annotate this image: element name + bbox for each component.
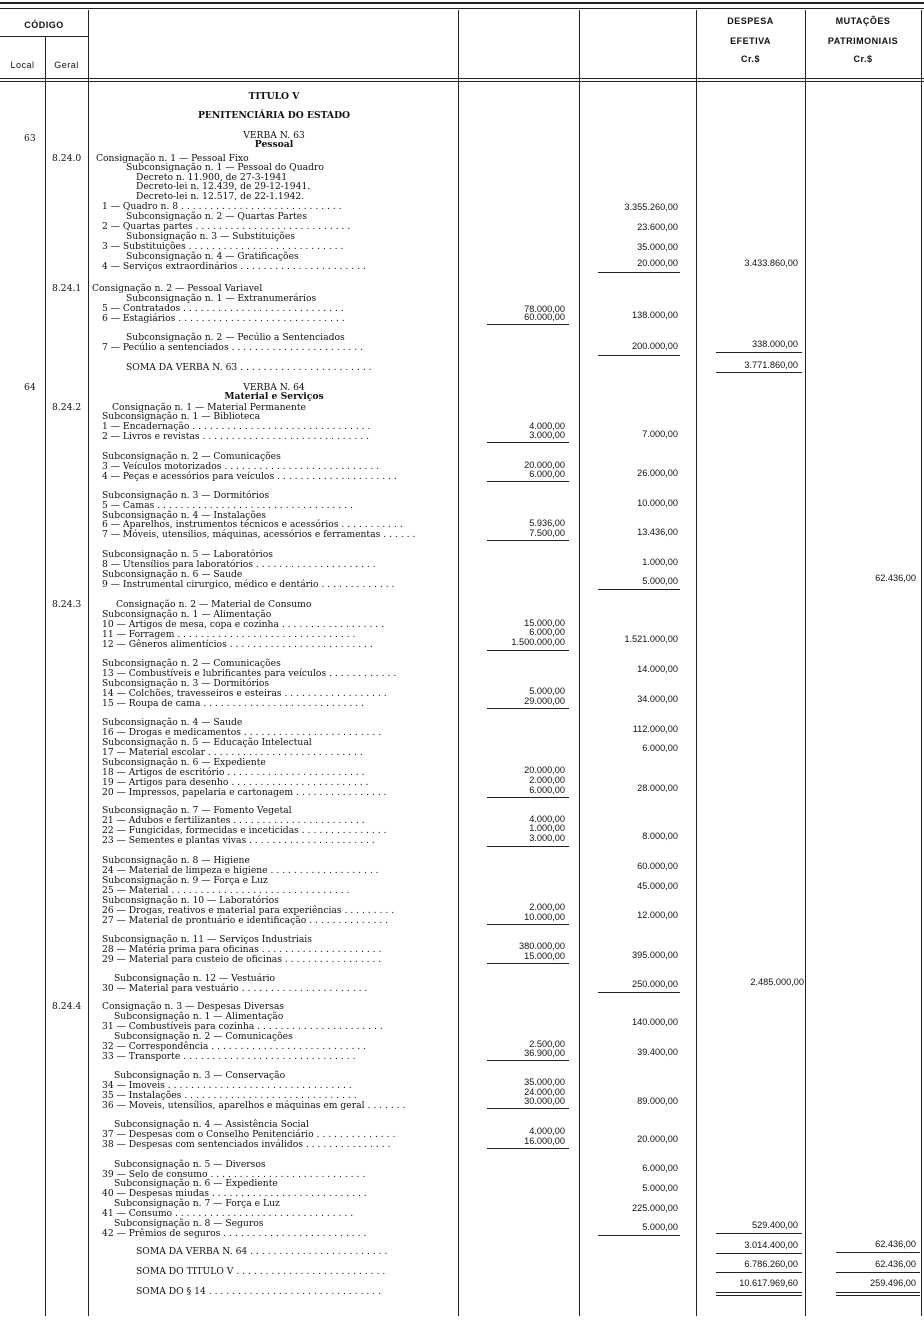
value-cons: 34.000,00 — [637, 694, 678, 704]
line-text: Subconsignação n. 10 — Laboratórios — [102, 895, 279, 906]
value-cons: 225.000,00 — [632, 1203, 678, 1213]
code-geral: 8.24.3 — [52, 599, 82, 610]
line-text: 18 — Artigos de escritório . . . . . . . . . . . . . . . . . . . . . . . . — [102, 767, 365, 778]
header-bottom-rule-2 — [0, 81, 924, 82]
value-sub: 16.000,00 — [524, 1136, 565, 1146]
line-text: Subconsignação n. 6 — Expediente — [114, 1178, 278, 1189]
total-rule — [836, 1292, 920, 1293]
value-cons: 20.000,00 — [637, 1134, 678, 1144]
value-cons: 23.600,00 — [637, 222, 678, 232]
value-cons: 200.000,00 — [632, 341, 678, 351]
value-despesa: 6.786.260,00 — [744, 1259, 798, 1269]
subtotal-rule — [716, 352, 802, 353]
value-cons: 13.436,00 — [637, 527, 678, 537]
line-text: 34 — Imoveis . . . . . . . . . . . . . . . . . . . . . . . . . . . . . . . . — [102, 1080, 352, 1091]
line-text: Subconsignação n. 2 — Comunicações — [102, 658, 281, 669]
line-text: Subconsignação n. 1 — Extranumerários — [126, 293, 317, 304]
value-sub: 15.000,00 — [524, 951, 565, 961]
value-sub: 2.000,00 — [529, 902, 565, 912]
line-text: Consignação n. 2 — Material de Consumo — [116, 599, 312, 610]
local-heading: Local — [10, 60, 35, 70]
col-divider-geral — [88, 10, 89, 1316]
line-text: Subconsignação n. 4 — Instalações — [102, 510, 266, 521]
value-cons: 138.000,00 — [632, 310, 678, 320]
code-local: 63 — [24, 133, 36, 144]
value-cons: 3.355.260,00 — [624, 202, 678, 212]
line-text: 25 — Material . . . . . . . . . . . . . . . . . . . . . . . . . . . . . . . — [102, 885, 350, 896]
line-text: 5 — Camas . . . . . . . . . . . . . . . . . . . . . . . . . . . . . . . . . . — [102, 500, 353, 511]
line-text: Subconsignação n. 9 — Força e Luz — [102, 875, 268, 886]
line-text: Subconsignação n. 5 — Diversos — [114, 1159, 266, 1170]
value-despesa: 338.000,00 — [752, 339, 798, 349]
mutacoes-heading-1: MUTAÇÕES — [835, 16, 891, 26]
line-text: 35 — Instalações . . . . . . . . . . . . . . . . . . . . . . . . . . . . . . — [102, 1090, 357, 1101]
verba-subheading: Pessoal — [254, 139, 294, 150]
subtotal-rule — [598, 1235, 680, 1236]
line-text: 3 — Substituições . . . . . . . . . . . . . . . . . . . . . . . . . . . — [102, 241, 344, 252]
line-text: Subconsignação n. 2 — Quartas Partes — [126, 211, 307, 222]
value-mutacoes: 62.436,00 — [875, 1239, 916, 1249]
line-text: 15 — Roupa de cama . . . . . . . . . . . . . . . . . . . . . . . . . . . . — [102, 698, 364, 709]
value-sub: 15.000,00 — [524, 618, 565, 628]
total-rule — [716, 372, 802, 373]
col-divider-cons — [696, 10, 697, 1316]
value-cons: 6.000,00 — [642, 743, 678, 753]
codigo-heading: CÓDIGO — [24, 20, 64, 30]
value-sub: 6.000,00 — [529, 469, 565, 479]
value-cons: 1.521.000,00 — [624, 634, 678, 644]
value-cons: 14.000,00 — [637, 664, 678, 674]
line-text: 13 — Combustíveis e lubrificantes para veículos . . . . . . . . . . . . — [102, 668, 397, 679]
subtotal-rule — [487, 1108, 569, 1109]
value-cons: 89.000,00 — [637, 1096, 678, 1106]
line-text: 22 — Fungicidas, formecidas e inceticidas . . . . . . . . . . . . . . . — [102, 825, 387, 836]
value-sub: 5.000,00 — [529, 686, 565, 696]
total-rule — [716, 1292, 802, 1293]
subtotal-rule — [487, 846, 569, 847]
line-text: Subonsignação n. 3 — Substituições — [126, 231, 295, 242]
code-geral: 8.24.4 — [52, 1001, 82, 1012]
line-text: Subconsignação n. 11 — Serviços Industriais — [102, 934, 312, 945]
value-mutacoes: 62.436,00 — [875, 573, 916, 583]
value-cons: 60.000,00 — [637, 861, 678, 871]
soma-label: SOMA DO TITULO V . . . . . . . . . . . . . . . . . . . . . . . . . . — [136, 1266, 386, 1277]
value-sub: 29.000,00 — [524, 696, 565, 706]
verba-heading: VERBA N. 64 — [243, 382, 305, 393]
total-rule — [836, 1252, 920, 1253]
geral-heading: Geral — [54, 60, 79, 70]
subtotal-rule — [487, 1148, 569, 1149]
mutacoes-heading-2: PATRIMONIAIS — [827, 36, 899, 46]
value-sub: 60.000,00 — [524, 312, 565, 322]
col-divider-local — [45, 36, 46, 1316]
code-geral: 8.24.1 — [52, 283, 82, 294]
header-bottom-rule — [0, 78, 924, 79]
line-text: 26 — Drogas, reativos e material para experiências . . . . . . . . . — [102, 905, 395, 916]
subtotal-rule — [487, 540, 569, 541]
col-divider-sub — [579, 10, 580, 1316]
line-text: Subconsignação n. 7 — Fomento Vegetal — [102, 805, 292, 816]
line-text: Decreto-lei n. 12.439, de 29-12-1941. — [136, 181, 311, 192]
line-text: 42 — Prêmios de seguros . . . . . . . . . . . . . . . . . . . . . . . . . — [102, 1228, 367, 1239]
value-sub: 4.000,00 — [529, 814, 565, 824]
line-text: Subconsignação n. 2 — Comunicações — [102, 451, 281, 462]
line-text: 24 — Material de limpeza e higiene . . . . . . . . . . . . . . . . . . . — [102, 865, 379, 876]
subtotal-rule — [487, 650, 569, 651]
subtotal-rule — [487, 442, 569, 443]
line-text: Subconsignação n. 4 — Assistência Social — [114, 1119, 309, 1130]
line-text: 21 — Adubos e fertilizantes . . . . . . . . . . . . . . . . . . . . . . . — [102, 815, 365, 826]
line-text: Subconsignação n. 5 — Educação Intelectual — [102, 737, 312, 748]
line-text: 6 — Estagiários . . . . . . . . . . . . . . . . . . . . . . . . . . . . . — [102, 313, 345, 324]
value-sub: 1.500.000,00 — [511, 637, 565, 647]
line-text: Subconsignação n. 1 — Alimentação — [102, 609, 272, 620]
orgao-heading: PENITENCIÁRIA DO ESTADO — [197, 110, 351, 121]
line-text: 27 — Material de prontuário e identificação . . . . . . . . . . . . . . — [102, 915, 389, 926]
line-text: Consignação n. 3 — Despesas Diversas — [102, 1001, 285, 1012]
value-cons: 10.000,00 — [637, 498, 678, 508]
line-text: Subconsignação n. 1 — Biblioteca — [102, 411, 261, 422]
line-text: 2 — Livros e revistas . . . . . . . . . . . . . . . . . . . . . . . . . . . . . — [102, 431, 369, 442]
value-despesa: 3.771.860,00 — [744, 360, 798, 370]
line-text: Decreto n. 11.900, de 27-3-1941 — [136, 172, 288, 183]
line-text: Subconsignação n. 7 — Força e Luz — [114, 1198, 280, 1209]
value-cons: 7.000,00 — [642, 429, 678, 439]
value-cons: 45.000,00 — [637, 881, 678, 891]
value-sub: 380.000,00 — [519, 941, 565, 951]
line-text: 31 — Combustíveis para cozinha . . . . . . . . . . . . . . . . . . . . . . — [102, 1021, 383, 1032]
value-cons: 28.000,00 — [637, 783, 678, 793]
value-cons: 250.000,00 — [632, 979, 678, 989]
subtotal-rule — [487, 797, 569, 798]
value-cons: 140.000,00 — [632, 1017, 678, 1027]
line-text: 30 — Material para vestuário . . . . . . . . . . . . . . . . . . . . . . — [102, 983, 368, 994]
value-despesa: 2.485.000,00 — [750, 977, 804, 987]
value-sub: 4.000,00 — [529, 1126, 565, 1136]
value-sub: 3.000,00 — [529, 430, 565, 440]
line-text: 19 — Artigos para desenho . . . . . . . . . . . . . . . . . . . . . . . . — [102, 777, 369, 788]
line-text: 4 — Serviços extraordinários . . . . . . . . . . . . . . . . . . . . . . — [102, 261, 366, 272]
line-text: Subconsignação n. 8 — Higiene — [102, 855, 250, 866]
value-sub: 6.000,00 — [529, 785, 565, 795]
subtotal-rule — [598, 589, 680, 590]
line-text: 14 — Colchões, travesseiros e esteiras . . . . . . . . . . . . . . . . . . — [102, 688, 387, 699]
soma-label: SOMA DO § 14 . . . . . . . . . . . . . . . . . . . . . . . . . . . . . . — [136, 1286, 382, 1297]
subtotal-rule — [716, 1233, 802, 1234]
line-text: Subconsignação n. 2 — Comunicações — [114, 1031, 293, 1042]
line-text: 36 — Moveis, utensílios, aparelhos e máquinas em geral . . . . . . . — [102, 1100, 406, 1111]
value-cons: 39.400,00 — [637, 1047, 678, 1057]
subtotal-rule — [487, 924, 569, 925]
subtotal-rule — [487, 1060, 569, 1061]
value-despesa: 529.400,00 — [752, 1220, 798, 1230]
code-geral: 8.24.2 — [52, 402, 82, 413]
value-cons: 5.000,00 — [642, 1183, 678, 1193]
value-sub: 2.000,00 — [529, 775, 565, 785]
value-sub: 35.000,00 — [524, 1077, 565, 1087]
line-text: Subconsignação n. 1 — Pessoal do Quadro — [126, 162, 324, 173]
line-text: 2 — Quartas partes . . . . . . . . . . . . . . . . . . . . . . . . . . . — [102, 221, 351, 232]
line-text: 20 — Impressos, papelaria e cartonagem . . . . . . . . . . . . . . . . — [102, 787, 387, 798]
line-text: Subconsignação n. 6 — Expediente — [102, 757, 266, 768]
line-text: Consignação n. 1 — Material Permanente — [112, 402, 306, 413]
top-rule-thick — [0, 2, 924, 4]
col-divider-right — [921, 10, 922, 1316]
line-text: Subconsignação n. 8 — Seguros — [114, 1218, 264, 1229]
line-text: 8 — Utensílios para laboratórios . . . . . . . . . . . . . . . . . . . . . — [102, 559, 376, 570]
value-cons: 112.000,00 — [632, 724, 678, 734]
line-text: 1 — Quadro n. 8 . . . . . . . . . . . . . . . . . . . . . . . . . . . . — [102, 201, 342, 212]
verba-heading: VERBA N. 63 — [243, 130, 305, 141]
value-despesa: 10.617.969,60 — [739, 1278, 798, 1288]
despesa-heading-3: Cr.$ — [740, 54, 760, 64]
line-text: 28 — Matéria prima para oficinas . . . . . . . . . . . . . . . . . . . . . — [102, 944, 382, 955]
total-rule — [716, 1295, 802, 1296]
subtotal-rule — [487, 963, 569, 964]
value-despesa: 3.433.860,00 — [744, 258, 798, 268]
value-mutacoes: 62.436,00 — [875, 1259, 916, 1269]
value-sub: 20.000,00 — [524, 765, 565, 775]
soma-label: SOMA DA VERBA N. 63 . . . . . . . . . . . . . . . . . . . . . . . — [126, 362, 372, 373]
line-text: Subconsignação n. 3 — Dormitórios — [102, 678, 270, 689]
line-text: 7 — Móveis, utensílios, máquinas, acessórios e ferramentas . . . . . . — [102, 529, 416, 540]
line-text: Subconsignação n. 5 — Laboratórios — [102, 549, 273, 560]
total-rule — [716, 1253, 802, 1254]
despesa-heading-1: DESPESA — [727, 16, 774, 26]
value-sub: 78.000,00 — [524, 304, 565, 314]
line-text: 10 — Artigos de mesa, copa e cozinha . . . . . . . . . . . . . . . . . . — [102, 619, 385, 630]
total-rule — [836, 1272, 920, 1273]
line-text: 1 — Encadernação . . . . . . . . . . . . . . . . . . . . . . . . . . . . . . . — [102, 421, 371, 432]
titulo-heading: TITULO V — [248, 91, 300, 102]
value-sub: 4.000,00 — [529, 421, 565, 431]
line-text: Subconsignação n. 12 — Vestuário — [114, 973, 276, 984]
line-text: 7 — Pecúlio a sentenciados . . . . . . . . . . . . . . . . . . . . . . . — [102, 342, 364, 353]
top-rule — [0, 8, 924, 9]
line-text: 17 — Material escolar . . . . . . . . . . . . . . . . . . . . . . . . . . . — [102, 747, 363, 758]
value-sub: 20.000,00 — [524, 460, 565, 470]
value-cons: 6.000,00 — [642, 1163, 678, 1173]
value-sub: 36.900,00 — [524, 1048, 565, 1058]
subtotal-rule — [487, 324, 569, 325]
despesa-heading-2: EFETIVA — [730, 36, 771, 46]
total-rule — [716, 1272, 802, 1273]
value-sub: 3.000,00 — [529, 833, 565, 843]
value-cons: 20.000,00 — [637, 258, 678, 268]
code-geral: 8.24.0 — [52, 153, 82, 164]
header-rule-local — [0, 36, 88, 37]
subtotal-rule — [598, 992, 680, 993]
line-text: Subconsignação n. 1 — Alimentação — [114, 1011, 284, 1022]
line-text: 12 — Gêneros alimentícios . . . . . . . . . . . . . . . . . . . . . . . . . — [102, 639, 373, 650]
value-cons: 26.000,00 — [637, 468, 678, 478]
line-text: 33 — Transporte . . . . . . . . . . . . . . . . . . . . . . . . . . . . . . — [102, 1051, 356, 1062]
code-local: 64 — [24, 382, 36, 393]
line-text: Decreto-lei n. 12.517, de 22-1.1942. — [136, 191, 305, 202]
line-text: Subconsignação n. 3 — Conservação — [114, 1070, 286, 1081]
line-text: 29 — Material para custeio de oficinas . . . . . . . . . . . . . . . . . — [102, 954, 382, 965]
value-sub: 6.000,00 — [529, 627, 565, 637]
line-text: Subconsignação n. 4 — Gratificações — [126, 251, 299, 262]
line-text: Subconsignação n. 3 — Dormitórios — [102, 490, 270, 501]
value-despesa: 3.014.400,00 — [744, 1240, 798, 1250]
line-text: 23 — Sementes e plantas vivas . . . . . . . . . . . . . . . . . . . . . . — [102, 835, 375, 846]
col-divider-despesa — [805, 10, 806, 1316]
value-cons: 12.000,00 — [637, 910, 678, 920]
line-text: Subconsignação n. 2 — Pecúlio a Sentenciados — [126, 332, 345, 343]
value-sub: 7.500,00 — [529, 528, 565, 538]
value-cons: 8.000,00 — [642, 831, 678, 841]
value-cons: 5.000,00 — [642, 576, 678, 586]
line-text: 16 — Drogas e medicamentos . . . . . . . . . . . . . . . . . . . . . . . . — [102, 727, 382, 738]
line-text: 11 — Forragem . . . . . . . . . . . . . . . . . . . . . . . . . . . . . . . — [102, 629, 356, 640]
subtotal-rule — [487, 708, 569, 709]
value-sub: 2.500,00 — [529, 1039, 565, 1049]
value-cons: 5.000,00 — [642, 1222, 678, 1232]
subtotal-rule — [487, 481, 569, 482]
subtotal-rule — [598, 355, 680, 356]
line-text: 41 — Consumo . . . . . . . . . . . . . . . . . . . . . . . . . . . . . . . — [102, 1208, 354, 1219]
total-rule — [836, 1295, 920, 1296]
value-sub: 30.000,00 — [524, 1096, 565, 1106]
value-mutacoes: 259.496,00 — [870, 1278, 916, 1288]
line-text: 6 — Aparelhos, instrumentos técnicos e acessórios . . . . . . . . . . . — [102, 519, 403, 530]
value-sub: 1.000,00 — [529, 823, 565, 833]
soma-label: SOMA DA VERBA N. 64 . . . . . . . . . . . . . . . . . . . . . . . . — [136, 1246, 388, 1257]
line-text: Subconsignação n. 6 — Saude — [102, 569, 243, 580]
value-cons: 395.000,00 — [632, 950, 678, 960]
line-text: 5 — Contratados . . . . . . . . . . . . . . . . . . . . . . . . . . . . — [102, 303, 344, 314]
value-sub: 24.000,00 — [524, 1087, 565, 1097]
verba-subheading: Material e Serviços — [224, 391, 324, 402]
line-text: 4 — Peças e acessórios para veículos . . . . . . . . . . . . . . . . . . . . . — [102, 471, 397, 482]
line-text: Consignação n. 1 — Pessoal Fixo — [96, 153, 249, 164]
line-text: Subconsignação n. 4 — Saude — [102, 717, 243, 728]
value-cons: 1.000,00 — [642, 557, 678, 567]
value-sub: 10.000,00 — [524, 912, 565, 922]
line-text: Consignação n. 2 — Pessoal Variavel — [92, 283, 263, 294]
line-text: 3 — Veículos motorizados . . . . . . . . . . . . . . . . . . . . . . . . . . . — [102, 461, 380, 472]
line-text: 32 — Correspondência . . . . . . . . . . . . . . . . . . . . . . . . . . . — [102, 1041, 367, 1052]
line-text: 39 — Selo de consumo . . . . . . . . . . . . . . . . . . . . . . . . . . . — [102, 1169, 366, 1180]
line-text: 38 — Despesas com sentenciados inválidos . . . . . . . . . . . . . . . — [102, 1139, 391, 1150]
col-divider-desc — [458, 10, 459, 1316]
line-text: 9 — Instrumental cirurgico, médico e dentário . . . . . . . . . . . . . — [102, 579, 395, 590]
value-sub: 5.936,00 — [529, 518, 565, 528]
value-cons: 35.000,00 — [637, 242, 678, 252]
line-text: 37 — Despesas com o Conselho Penitenciário . . . . . . . . . . . . . . — [102, 1129, 396, 1140]
line-text: 40 — Despesas miudas . . . . . . . . . . . . . . . . . . . . . . . . . . . — [102, 1188, 367, 1199]
subtotal-rule — [598, 272, 680, 273]
mutacoes-heading-3: Cr.$ — [853, 54, 873, 64]
